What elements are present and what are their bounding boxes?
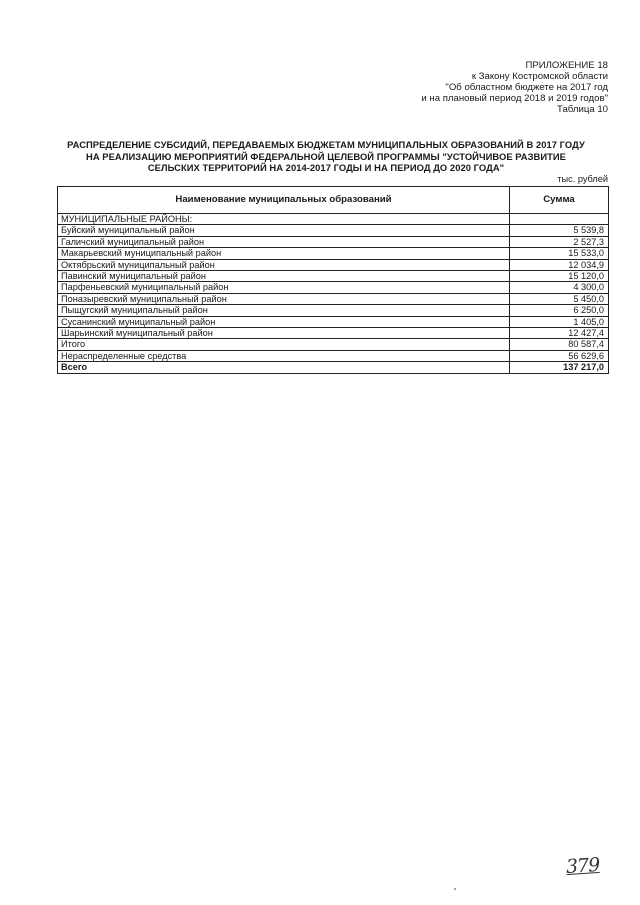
table-row [58, 236, 609, 247]
row-name: Октябрьский муниципальный район [58, 259, 510, 270]
group-sum-empty [510, 214, 609, 225]
document-header [288, 60, 608, 115]
appendix-label: ПРИЛОЖЕНИЕ 18 [525, 60, 608, 71]
table-row [58, 293, 609, 304]
row-sum: 2 527,3 [510, 236, 609, 247]
table-row [58, 316, 609, 327]
row-sum: 4 300,0 [510, 282, 609, 293]
budget-law-title-line1: "Об областном бюджете на 2017 год [445, 82, 608, 93]
page-number-text: 379 [565, 853, 600, 879]
table-row [58, 328, 609, 339]
budget-law-title-line2: и на плановый период 2018 и 2019 годов" [421, 93, 608, 104]
table-row [58, 271, 609, 282]
row-sum: 5 539,8 [510, 225, 609, 236]
document-title [40, 139, 612, 174]
table-row [58, 350, 609, 361]
row-name: Галичский муниципальный район [58, 236, 510, 247]
scan-speck [454, 888, 456, 890]
subsidy-table [57, 186, 609, 374]
row-sum: 15 533,0 [510, 248, 609, 259]
row-name: Поназыревский муниципальный район [58, 293, 510, 304]
row-name: Павинский муниципальный район [58, 271, 510, 282]
group-label: МУНИЦИПАЛЬНЫЕ РАЙОНЫ: [58, 214, 510, 225]
row-name: Буйский муниципальный район [58, 225, 510, 236]
table-row [58, 225, 609, 236]
row-sum: 5 450,0 [510, 293, 609, 304]
table-row [58, 282, 609, 293]
row-name: Сусанинский муниципальный район [58, 316, 510, 327]
table-row [58, 305, 609, 316]
row-sum: 15 120,0 [510, 271, 609, 282]
total-row [58, 362, 609, 373]
law-reference: к Закону Костромской области [471, 71, 608, 82]
subtotal-row [58, 339, 609, 350]
table-row [58, 259, 609, 270]
table-number: Таблица 10 [557, 104, 608, 115]
row-sum: 1 405,0 [510, 316, 609, 327]
row-name: Шарьинский муниципальный район [58, 328, 510, 339]
row-name: Макарьевский муниципальный район [58, 248, 510, 259]
title-line-1: РАСПРЕДЕЛЕНИЕ СУБСИДИЙ, ПЕРЕДАВАЕМЫХ БЮДЖЕТАМ МУНИЦИПАЛЬНЫХ ОБРАЗОВАНИЙ В 2017 ГОДУ [67, 139, 585, 150]
row-name: Парфеньевский муниципальный район [58, 282, 510, 293]
units-label: тыс. рублей [557, 174, 608, 184]
row-name: Нераспределенные средства [58, 350, 510, 361]
row-sum: 12 034,9 [510, 259, 609, 270]
title-line-3: СЕЛЬСКИХ ТЕРРИТОРИЙ НА 2014-2017 ГОДЫ И НА ПЕРИОД ДО 2020 ГОДА" [147, 162, 505, 173]
handwritten-page-number [565, 854, 600, 878]
row-sum: 6 250,0 [510, 305, 609, 316]
row-sum: 12 427,4 [510, 328, 609, 339]
column-header-name: Наименование муниципальных образований [58, 187, 510, 214]
group-row [58, 214, 609, 225]
table-row [58, 248, 609, 259]
column-header-sum: Сумма [510, 187, 609, 214]
row-name: Итого [58, 339, 510, 350]
table-body [58, 214, 609, 374]
table-header-row [58, 187, 609, 214]
row-sum: 56 629,6 [510, 350, 609, 361]
title-line-2: НА РЕАЛИЗАЦИЮ МЕРОПРИЯТИЙ ФЕДЕРАЛЬНОЙ ЦЕЛЕВОЙ ПРОГРАММЫ "УСТОЙЧИВОЕ РАЗВИТИЕ [86, 150, 566, 162]
total-label: Всего [58, 362, 510, 373]
total-sum: 137 217,0 [510, 362, 609, 373]
row-sum: 80 587,4 [510, 339, 609, 350]
row-name: Пыщугский муниципальный район [58, 305, 510, 316]
